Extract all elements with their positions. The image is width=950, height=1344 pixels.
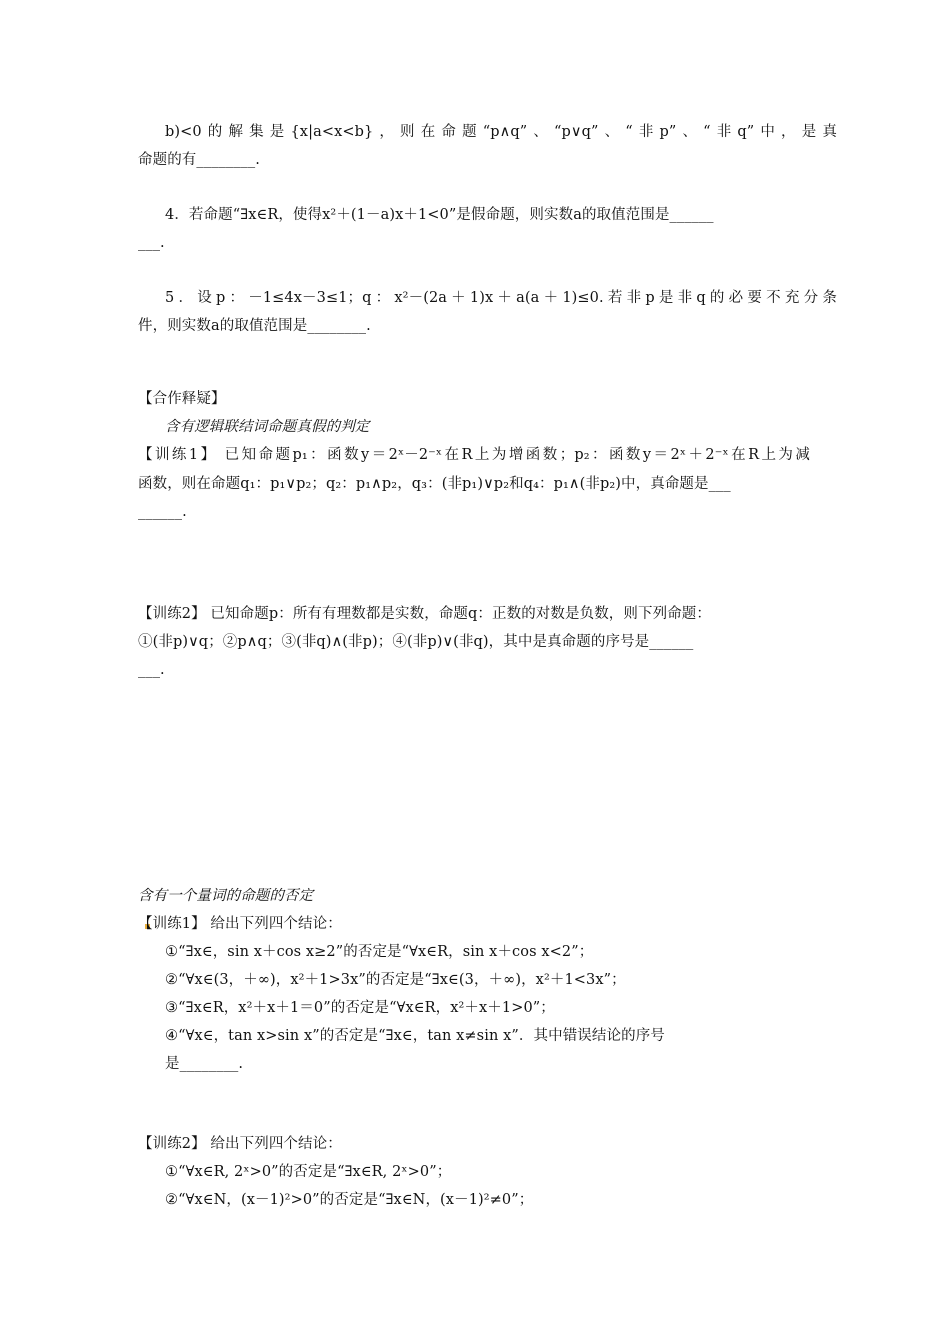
text-line: 4．若命题“∃x∈R，使得x²＋(1－a)x＋1<0”是假命题，则实数a的取值范围是______ — [165, 207, 714, 223]
text-line: 函数，则在命题q₁：p₁∨p₂；q₂：p₁∧p₂，q₃：(非p₁)∨p₂和q₄：p₁∧(非p₂)中，真命题是___ — [138, 476, 731, 492]
section-heading: 【合作释疑】 — [138, 391, 226, 407]
text-line: 【训练2】 给出下列四个结论： — [138, 1136, 342, 1152]
text-line: ______. — [138, 504, 187, 520]
list-item: ②“∀x∈N，(x－1)²>0”的否定是“∃x∈N，(x－1)²≠0”； — [165, 1192, 534, 1208]
text-line: 【训练2】 已知命题p：所有有理数都是实数，命题q：正数的对数是负数，则下列命题： — [138, 606, 711, 622]
text-line: 是________. — [165, 1056, 244, 1072]
list-item: ②“∀x∈(3，＋∞)，x²＋1>3x”的否定是“∃x∈(3，＋∞)，x²＋1<3x”； — [165, 972, 626, 988]
text-line: b)<0的解集是{x|a<x<b}，则在命题“p∧q”、“p∨q”、“非p”、“非q”中，是真 — [165, 124, 837, 140]
subsection-title: 含有逻辑联结词命题真假的判定 — [165, 419, 370, 435]
text-line: 命题的有________. — [138, 152, 260, 168]
text-line: 件，则实数a的取值范围是________. — [138, 318, 371, 334]
text-line: 5．设p：－1≤4x－3≤1；q：x²－(2a＋1)x＋a(a＋1)≤0.若非p是非q的必要不充分条 — [165, 290, 837, 306]
list-item: ①“∃x∈，sin x＋cos x≥2”的否定是“∀x∈R，sin x＋cos x<2”； — [165, 944, 594, 960]
text-line: 【训练1】 给出下列四个结论： — [138, 916, 342, 932]
list-item: ①“∀x∈R, 2ˣ>0”的否定是“∃x∈R, 2ˣ>0”； — [165, 1164, 452, 1180]
text-line: ___. — [138, 662, 165, 678]
list-item: ④“∀x∈，tan x>sin x”的否定是“∃x∈，tan x≠sin x”．其中错误结论的序号 — [165, 1028, 665, 1044]
subsection-title: 含有一个量词的命题的否定 — [138, 888, 314, 904]
list-item: ③“∃x∈R，x²＋x＋1＝0”的否定是“∀x∈R，x²＋x＋1>0”； — [165, 1000, 555, 1016]
text-line: 【训练1】 已知命题p₁：函数y＝2ˣ－2⁻ˣ在R上为增函数；p₂：函数y＝2ˣ＋2⁻ˣ在R上为减 — [138, 447, 810, 463]
text-line: ___. — [138, 235, 165, 251]
text-line: ①(非p)∨q；②p∧q；③(非q)∧(非p)；④(非p)∨(非q)，其中是真命题的序号是______ — [138, 634, 694, 650]
